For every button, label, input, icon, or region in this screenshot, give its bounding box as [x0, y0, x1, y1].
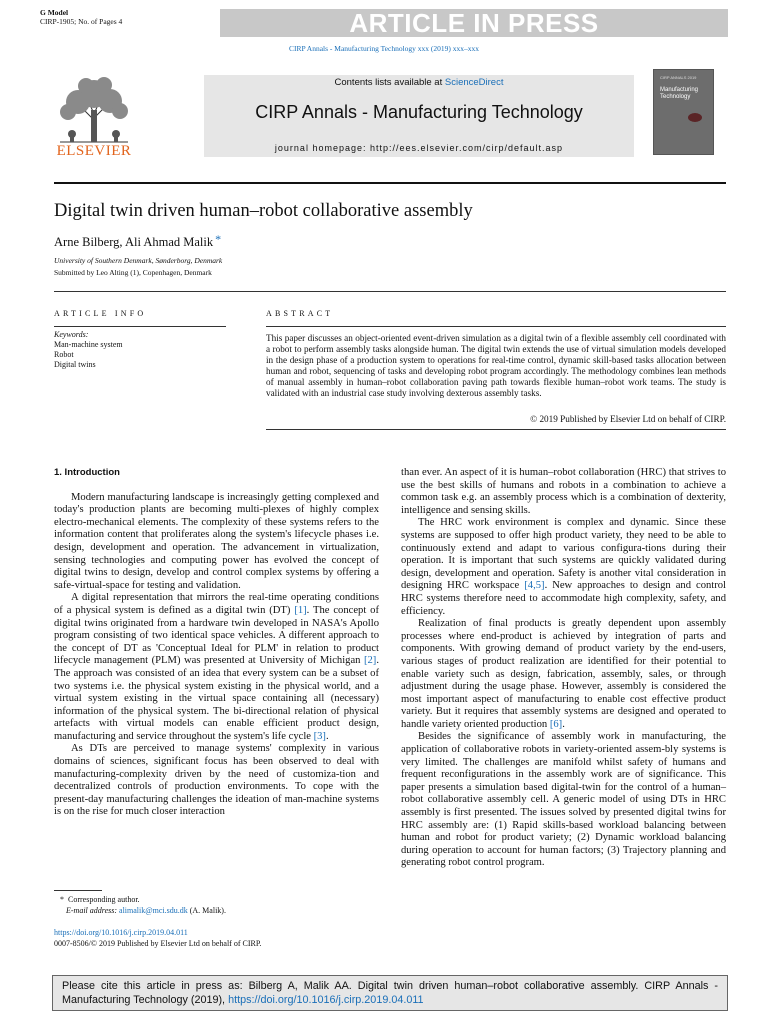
- journal-title: CIRP Annals - Manufacturing Technology: [255, 102, 583, 122]
- keyword-item: Man-machine system: [54, 340, 123, 349]
- corresponding-author-mark[interactable]: *: [215, 232, 222, 246]
- footnote-rule: [54, 890, 102, 891]
- cover-emblem-icon: [688, 113, 702, 122]
- doi-link[interactable]: https://doi.org/10.1016/j.cirp.2019.04.011: [54, 928, 188, 937]
- g-model-label: G Model: [40, 8, 69, 17]
- paragraph: As DTs are perceived to manage systems' complexity in various domains of sciences, significant focus has been observed to deal with manufacturing-complexity driven by the need of customiza-tion and decentralized controls of production environments. To cope with the present-day manufacturing challenges the ideation of man-machine systems is on the rise for much closer interaction: [54, 743, 379, 818]
- keyword-item: Robot: [54, 350, 74, 359]
- paragraph: The HRC work environment is complex and dynamic. Since these systems are supposed to offer high product variety, they need to be able to continuously extend and adapt to various configura-tions during their operation. It is important that such systems are quickly validated during design, development and operation. Safety is another vital consideration in designing HRC workspace [4,5]. New approaches to design and control HRC systems therefore need to accommodate high complexity, safety, and efficiency.: [401, 517, 726, 617]
- keywords-block: [54, 330, 123, 370]
- citation-link[interactable]: [4,5]: [524, 580, 545, 592]
- body-column-right: [401, 467, 726, 870]
- citation-link[interactable]: [3]: [313, 730, 326, 742]
- paragraph: Realization of final products is greatly dependent upon assembly processes where end-product is achieved by integration of parts and components. With growing demand of product variety by the end-users, various stages of product realization are identified for their potential to enable variety such as design, fabrication, assembly, sales, or through adjustment during the usage phase. However, assembly is considered the most important aspect of manufacturing to enable cost effective product variety. But it requires that assembly systems are designed and operated to handle variety oriented production [6].: [401, 618, 726, 730]
- keyword-item: Digital twins: [54, 360, 96, 369]
- doi-block: [54, 927, 261, 949]
- citation-text: Please cite this article in press as: Bilberg A, Malik AA. Digital twin driven human–robot collaborative assembly. CIRP Annals - Manufacturing Technology (2019), https://doi.org/10.1016/j.cirp.2019.04.011: [62, 980, 718, 1006]
- issn-line: 0007-8506/© 2019 Published by Elsevier Ltd on behalf of CIRP.: [54, 939, 262, 948]
- article-in-press-banner: [220, 9, 728, 37]
- submitted-by: Submitted by Leo Alting (1), Copenhagen, Denmark: [54, 268, 212, 277]
- paragraph: than ever. An aspect of it is human–robot collaboration (HRC) that strives to use the best skills of humans and robots in a combination to achieve a common task e.g. an assembly process which is a combination of dexterity, intelligence and sensing skills.: [401, 467, 726, 516]
- journal-reference: CIRP Annals - Manufacturing Technology xxx (2019) xxx–xxx: [288, 44, 480, 53]
- journal-homepage[interactable]: journal homepage: http://ees.elsevier.com/cirp/default.asp: [274, 143, 564, 153]
- publisher-name: ELSEVIER: [56, 143, 132, 159]
- body-column-left: [54, 467, 379, 819]
- abstract-rule: [266, 326, 726, 327]
- paragraph: Modern manufacturing landscape is increasingly getting complexed and today's production plants are becoming multi-plexes of highly complex electro-mechanical elements. The complexity of these systems refers to the information content that proliferates along the system's lifecycle phases i.e. design, development and operation. The advancement in virtualization, sensing technologies and computing power has evolved the concept of digital twins to design, develop and control complex systems by offering a safe-virtual-space for testing and validation.: [54, 491, 379, 591]
- abstract-heading: ABSTRACT: [266, 309, 334, 318]
- footnote-mark: *: [60, 895, 64, 904]
- banner-text: ARTICLE IN PRESS: [349, 8, 599, 38]
- abstract-bottom-rule: [266, 429, 726, 430]
- email-link[interactable]: alimalik@mci.sdu.dk: [119, 906, 188, 915]
- paragraph: Besides the significance of assembly work in manufacturing, the application of collaborative robots in variety-oriented assem-bly systems is very limited. The challenges are manifold whilst safety of humans and frequent reconfigurations in the assembly work are of significance. This paper presents a simulation based digital-twin for the control of a human–robot collaborative assembly cell. A generic model of using DTs in HRC assembly is first presented. The issues solved by presented digital twins for HRC assembly are: (1) Rapid skills-based workload balancing between human and robot for product variety; (2) Dynamic workload balancing during operation to account for human factors; (3) Trajectory planning and generating robot control program.: [401, 731, 726, 869]
- corresponding-author-note: Corresponding author.: [68, 895, 140, 904]
- contents-availability: Contents lists available at ScienceDirect: [334, 77, 504, 88]
- sciencedirect-link[interactable]: ScienceDirect: [444, 77, 504, 88]
- section-heading: 1. Introduction: [54, 467, 120, 478]
- email-label: E-mail address:: [66, 906, 118, 915]
- citation-link[interactable]: [1]: [294, 604, 307, 616]
- paragraph: A digital representation that mirrors the real-time operating conditions of a physical system is defined as a digital twin (DT) [1]. The concept of digital twins originated from a hardware twin developed in NASA's Apollo program consisting of two identical space vehicles. A different approach to the concept of DT as 'Conceptual Ideal for PLM' in relation to product lifecycle management (PLM) was presented at University of Michigan [2]. The approach was consisted of an idea that every system can be a subset of two systems i.e. the physical system existing in the physical world, and a virtual system existing in the virtual space containing all (necessary) information of the physical system. The bi-directional relation of physical artefacts with virtual models can enable efficient product design, manufacturing and service throughout the system's life cycle [3].: [54, 592, 379, 742]
- footnote: * Corresponding author. E-mail address: alimalik@mci.sdu.dk (A. Malik).: [60, 895, 226, 915]
- header-separator: [54, 182, 726, 184]
- title-separator: [54, 291, 726, 292]
- journal-cover-thumbnail: [653, 69, 714, 155]
- article-meta: [40, 8, 122, 26]
- abstract-text: This paper discusses an object-oriented event-driven simulation as a digital twin of a flexible assembly cell coordinated with a robot to perform assembly tasks alongside human. The digital twin extends the use of virtual simulation models developed in the design phase of a production system to operations for real-time control, dynamic skill-based tasks allocation between human and robot, sequencing of tasks and developing robot program accordingly. The methodology combines lean methods of manual assembly in human–robot collaboration paving path towards flexible human–robot work teams. The study is validated with an industrial case study involving dexterous assembly tasks.: [266, 333, 726, 399]
- citation-link[interactable]: [6]: [549, 718, 563, 730]
- keywords-label: Keywords:: [54, 330, 89, 339]
- abstract-copyright: © 2019 Published by Elsevier Ltd on behalf of CIRP.: [530, 414, 726, 424]
- author-list: Arne Bilberg, Ali Ahmad Malik *: [54, 232, 222, 249]
- citation-doi-link[interactable]: https://doi.org/10.1016/j.cirp.2019.04.011: [228, 994, 424, 1006]
- cover-title: Manufacturing Technology: [660, 87, 699, 100]
- citation-link[interactable]: [2]: [363, 655, 377, 667]
- affiliation: University of Southern Denmark, Sønderborg, Denmark: [54, 256, 223, 265]
- article-info-heading: ARTICLE INFO: [54, 309, 147, 318]
- info-rule: [54, 326, 226, 327]
- cover-series: CIRP ANNALS 2019: [660, 75, 697, 80]
- article-title: Digital twin driven human–robot collaborative assembly: [54, 201, 473, 221]
- article-id: CIRP-1905; No. of Pages 4: [40, 17, 123, 26]
